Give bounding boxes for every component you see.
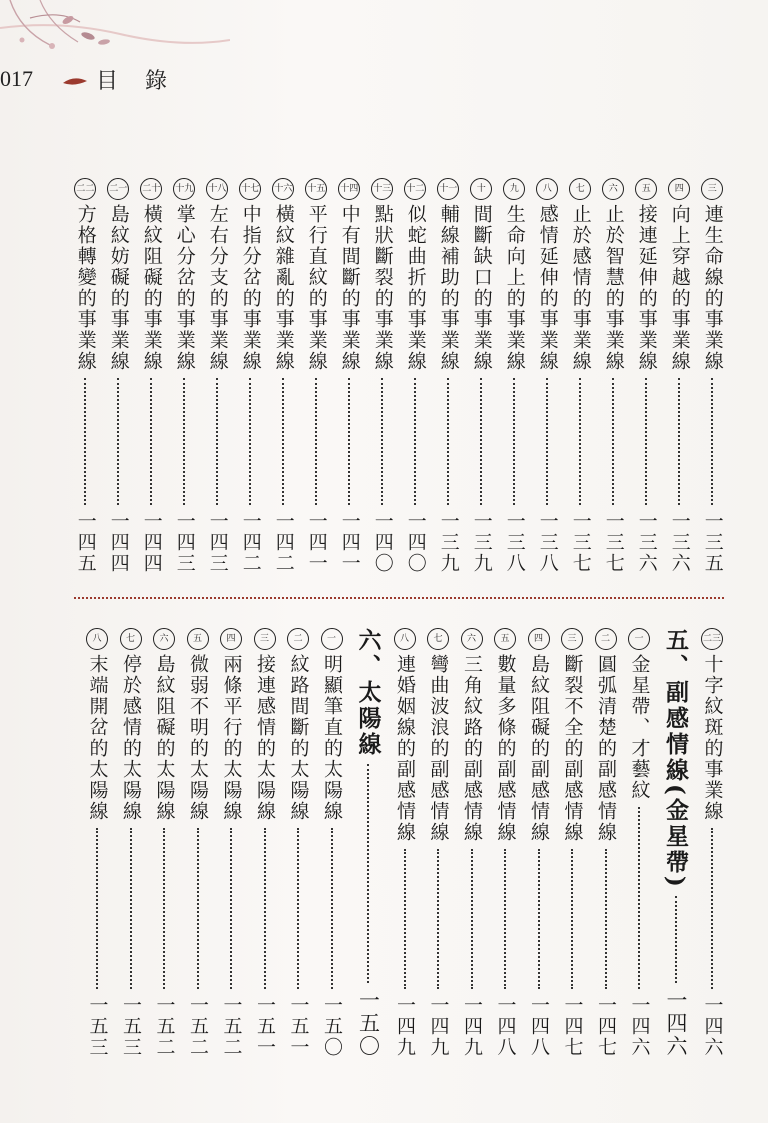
entry-page-number: 一五〇 — [356, 989, 381, 1058]
dot-leader — [249, 378, 251, 505]
toc-entry[interactable] — [367, 178, 399, 574]
entry-number-marker: 十五 — [305, 178, 327, 200]
toc-entry[interactable] — [466, 178, 498, 574]
entry-page-number: 一三七 — [602, 511, 625, 574]
toc-entry[interactable] — [169, 178, 201, 574]
entry-page-number: 一四七 — [561, 995, 584, 1058]
entry-title: 島紋阻礙的太陽線 — [153, 654, 176, 822]
dot-leader — [117, 378, 119, 505]
page-title: 目 錄 — [96, 69, 177, 94]
entry-number-marker: 六 — [602, 178, 624, 200]
dot-leader — [264, 828, 266, 989]
entry-page-number: 一四七 — [595, 995, 617, 1058]
dot-leader — [605, 849, 607, 989]
toc-entry[interactable] — [389, 628, 421, 1058]
entry-title: 感情延伸的事業線 — [536, 204, 559, 372]
entry-title: 向上穿越的事業線 — [668, 204, 691, 372]
entry-number-marker: 四 — [220, 628, 242, 650]
entry-title: 十字紋斑的事業線 — [701, 654, 724, 822]
entry-page-number: 一四八 — [494, 995, 517, 1058]
toc-entry[interactable] — [148, 628, 180, 1058]
entry-title: 點狀斷裂的事業線 — [371, 204, 394, 372]
entry-page-number: 一四九 — [461, 995, 483, 1058]
dot-leader — [437, 849, 439, 989]
page-header — [0, 66, 300, 96]
dot-leader — [150, 378, 152, 505]
dot-leader — [84, 378, 86, 505]
entry-title: 島紋妨礙的事業線 — [107, 204, 130, 372]
entry-number-marker: 二二 — [74, 178, 96, 200]
entry-page-number: 一四六 — [628, 995, 651, 1058]
entry-page-number: 一三八 — [536, 511, 559, 574]
entry-number-marker: 七 — [427, 628, 449, 650]
dot-leader — [513, 378, 515, 505]
entry-page-number: 一四六 — [701, 995, 724, 1058]
dot-leader — [230, 828, 232, 989]
entry-title: 左右分支的事業線 — [206, 204, 229, 372]
entry-title: 接連延伸的事業線 — [635, 204, 658, 372]
entry-number-marker: 二 — [595, 628, 617, 650]
entry-title: 連生命線的事業線 — [701, 204, 724, 372]
toc-entry[interactable] — [499, 178, 531, 574]
entry-page-number: 一四三 — [173, 511, 196, 574]
entry-page-number: 一四二 — [272, 511, 295, 574]
toc-entry[interactable] — [664, 178, 696, 574]
entry-page-number: 一四一 — [305, 511, 328, 574]
dot-leader — [197, 828, 199, 989]
dot-leader — [675, 896, 677, 983]
entry-number-marker: 二一 — [107, 178, 129, 200]
dot-leader — [711, 828, 713, 989]
entry-page-number: 一四九 — [394, 995, 416, 1058]
entry-number-marker: 三 — [254, 628, 276, 650]
dot-leader — [645, 378, 647, 505]
toc-entry[interactable] — [456, 628, 488, 1058]
entry-number-marker: 四 — [528, 628, 550, 650]
entry-number-marker: 一 — [628, 628, 650, 650]
entry-page-number: 一四一 — [338, 511, 361, 574]
toc-entry[interactable] — [70, 178, 102, 574]
toc-entry[interactable] — [556, 628, 588, 1058]
entry-title: 紋路間斷的太陽線 — [287, 654, 310, 822]
entry-title: 似蛇曲折的事業線 — [404, 204, 427, 372]
section-divider — [74, 597, 724, 599]
dot-leader — [367, 764, 369, 983]
entry-page-number: 一五三 — [120, 995, 142, 1058]
toc-entry[interactable] — [301, 178, 333, 574]
dot-leader — [163, 828, 165, 989]
entry-page-number: 一三九 — [437, 511, 460, 574]
dot-leader — [678, 378, 680, 505]
dot-leader — [711, 378, 713, 505]
toc-entry[interactable] — [697, 178, 729, 574]
entry-number-marker: 六 — [461, 628, 483, 650]
entry-number-marker: 八 — [394, 628, 416, 650]
toc-chapter-heading[interactable] — [657, 628, 695, 1058]
page-number: 017 — [0, 66, 33, 91]
entry-title: 方格轉變的事業線 — [74, 204, 97, 372]
entry-number-marker: 十八 — [206, 178, 228, 200]
toc-entry[interactable] — [590, 628, 622, 1058]
dot-leader — [96, 828, 98, 989]
entry-page-number: 一四九 — [427, 995, 450, 1058]
entry-page-number: 一五二 — [153, 995, 176, 1058]
entry-title: 連婚姻線的副感情線 — [394, 654, 416, 843]
chapter-title: 六、太陽線 — [354, 628, 382, 758]
entry-number-marker: 五 — [187, 628, 209, 650]
entry-title: 明顯筆直的太陽線 — [321, 654, 343, 822]
entry-number-marker: 九 — [503, 178, 525, 200]
entry-number-marker: 七 — [569, 178, 591, 200]
entry-title: 中有間斷的事業線 — [338, 204, 361, 372]
toc-bottom-section — [68, 628, 728, 1058]
entry-number-marker: 八 — [536, 178, 558, 200]
toc-entry[interactable] — [282, 628, 314, 1058]
entry-number-marker: 十七 — [239, 178, 261, 200]
entry-number-marker: 一 — [321, 628, 343, 650]
toc-top-section — [68, 178, 728, 574]
toc-entry[interactable] — [103, 178, 135, 574]
entry-page-number: 一四〇 — [371, 511, 394, 574]
dot-leader — [546, 378, 548, 505]
entry-page-number: 一三七 — [569, 511, 592, 574]
dot-leader — [471, 849, 473, 989]
entry-number-marker: 十四 — [338, 178, 360, 200]
entry-page-number: 一五二 — [220, 995, 243, 1058]
toc-entry[interactable] — [334, 178, 366, 574]
entry-number-marker: 十一 — [437, 178, 459, 200]
leaf-icon — [62, 77, 88, 87]
entry-number-marker: 五 — [494, 628, 516, 650]
toc-entry[interactable] — [400, 178, 432, 574]
entry-title: 止於感情的事業線 — [569, 204, 592, 372]
dot-leader — [504, 849, 506, 989]
entry-title: 兩條平行的太陽線 — [220, 654, 243, 822]
toc-entry[interactable] — [623, 628, 655, 1058]
entry-page-number: 一三六 — [635, 511, 658, 574]
toc-entry[interactable] — [422, 628, 454, 1058]
dot-leader — [447, 378, 449, 505]
entry-title: 平行直紋的事業線 — [305, 204, 328, 372]
dot-leader — [571, 849, 573, 989]
toc-entry[interactable] — [81, 628, 113, 1058]
entry-title: 彎曲波浪的副感情線 — [427, 654, 450, 843]
entry-page-number: 一四八 — [528, 995, 550, 1058]
entry-number-marker: 十二 — [404, 178, 426, 200]
entry-number-marker: 二三 — [701, 628, 723, 650]
entry-title: 斷裂不全的副感情線 — [561, 654, 584, 843]
dot-leader — [381, 378, 383, 505]
toc-entry[interactable] — [268, 178, 300, 574]
toc-entry[interactable] — [249, 628, 281, 1058]
dot-leader — [480, 378, 482, 505]
entry-page-number: 一三六 — [668, 511, 691, 574]
entry-title: 生命向上的事業線 — [503, 204, 526, 372]
entry-page-number: 一三八 — [503, 511, 526, 574]
dot-leader — [216, 378, 218, 505]
dot-leader — [638, 807, 640, 989]
toc-entry[interactable] — [215, 628, 247, 1058]
toc-entry[interactable] — [316, 628, 348, 1058]
entry-title: 輔線補助的事業線 — [437, 204, 460, 372]
entry-page-number: 一三九 — [470, 511, 493, 574]
toc-entry[interactable] — [523, 628, 555, 1058]
dot-leader — [183, 378, 185, 505]
entry-page-number: 一四六 — [664, 989, 688, 1058]
toc-entry[interactable] — [235, 178, 267, 574]
entry-page-number: 一三五 — [701, 511, 724, 574]
dot-leader — [612, 378, 614, 505]
entry-page-number: 一四四 — [140, 511, 163, 574]
entry-page-number: 一五二 — [187, 995, 209, 1058]
entry-title: 間斷缺口的事業線 — [470, 204, 493, 372]
toc-entry[interactable] — [115, 628, 147, 1058]
dot-leader — [315, 378, 317, 505]
dot-leader — [538, 849, 540, 989]
dot-leader — [579, 378, 581, 505]
toc-entry[interactable] — [136, 178, 168, 574]
toc-entry[interactable] — [202, 178, 234, 574]
entry-page-number: 一五〇 — [321, 995, 343, 1058]
entry-number-marker: 十六 — [272, 178, 294, 200]
toc-entry[interactable] — [489, 628, 521, 1058]
entry-number-marker: 二 — [287, 628, 309, 650]
toc-entry[interactable] — [598, 178, 630, 574]
dot-leader — [404, 849, 406, 989]
entry-title: 接連感情的太陽線 — [254, 654, 276, 822]
entry-title: 橫紋阻礙的事業線 — [140, 204, 163, 372]
entry-title: 圓弧清楚的副感情線 — [595, 654, 617, 843]
entry-number-marker: 十三 — [371, 178, 393, 200]
entry-number-marker: 七 — [120, 628, 142, 650]
entry-page-number: 一四五 — [74, 511, 97, 574]
entry-page-number: 一四四 — [107, 511, 130, 574]
entry-title: 橫紋雜亂的事業線 — [272, 204, 295, 372]
entry-number-marker: 八 — [86, 628, 108, 650]
toc-entry[interactable] — [182, 628, 214, 1058]
toc-entry[interactable] — [433, 178, 465, 574]
entry-title: 止於智慧的事業線 — [602, 204, 625, 372]
toc-entry[interactable] — [696, 628, 728, 1058]
entry-title: 數量多條的副感情線 — [494, 654, 517, 843]
entry-page-number: 一五一 — [254, 995, 276, 1058]
toc-chapter-heading[interactable] — [349, 628, 387, 1058]
dot-leader — [414, 378, 416, 505]
entry-title: 中指分岔的事業線 — [239, 204, 262, 372]
entry-title: 三角紋路的副感情線 — [461, 654, 483, 843]
dot-leader — [282, 378, 284, 505]
entry-title: 末端開岔的太陽線 — [86, 654, 109, 822]
floral-corner-decoration — [0, 0, 230, 70]
entry-number-marker: 二十 — [140, 178, 162, 200]
entry-number-marker: 四 — [668, 178, 690, 200]
dot-leader — [297, 828, 299, 989]
dot-leader — [348, 378, 350, 505]
entry-number-marker: 三 — [561, 628, 583, 650]
entry-page-number: 一四〇 — [404, 511, 427, 574]
entry-number-marker: 十九 — [173, 178, 195, 200]
entry-title: 掌心分岔的事業線 — [173, 204, 196, 372]
entry-page-number: 一四三 — [206, 511, 229, 574]
dot-leader — [331, 828, 333, 989]
dot-leader — [130, 828, 132, 989]
entry-number-marker: 五 — [635, 178, 657, 200]
entry-page-number: 一五三 — [86, 995, 109, 1058]
entry-number-marker: 十 — [470, 178, 492, 200]
entry-title: 微弱不明的太陽線 — [187, 654, 209, 822]
toc-entry[interactable] — [532, 178, 564, 574]
entry-title: 島紋阻礙的副感情線 — [528, 654, 550, 843]
toc-entry[interactable] — [631, 178, 663, 574]
entry-title: 金星帶、才藝紋 — [628, 654, 651, 801]
entry-number-marker: 六 — [153, 628, 175, 650]
entry-page-number: 一四二 — [239, 511, 262, 574]
toc-entry[interactable] — [565, 178, 597, 574]
entry-page-number: 一五一 — [287, 995, 310, 1058]
entry-number-marker: 三 — [701, 178, 723, 200]
entry-title: 停於感情的太陽線 — [120, 654, 142, 822]
chapter-title: 五、副感情線(金星帶) — [662, 628, 689, 890]
